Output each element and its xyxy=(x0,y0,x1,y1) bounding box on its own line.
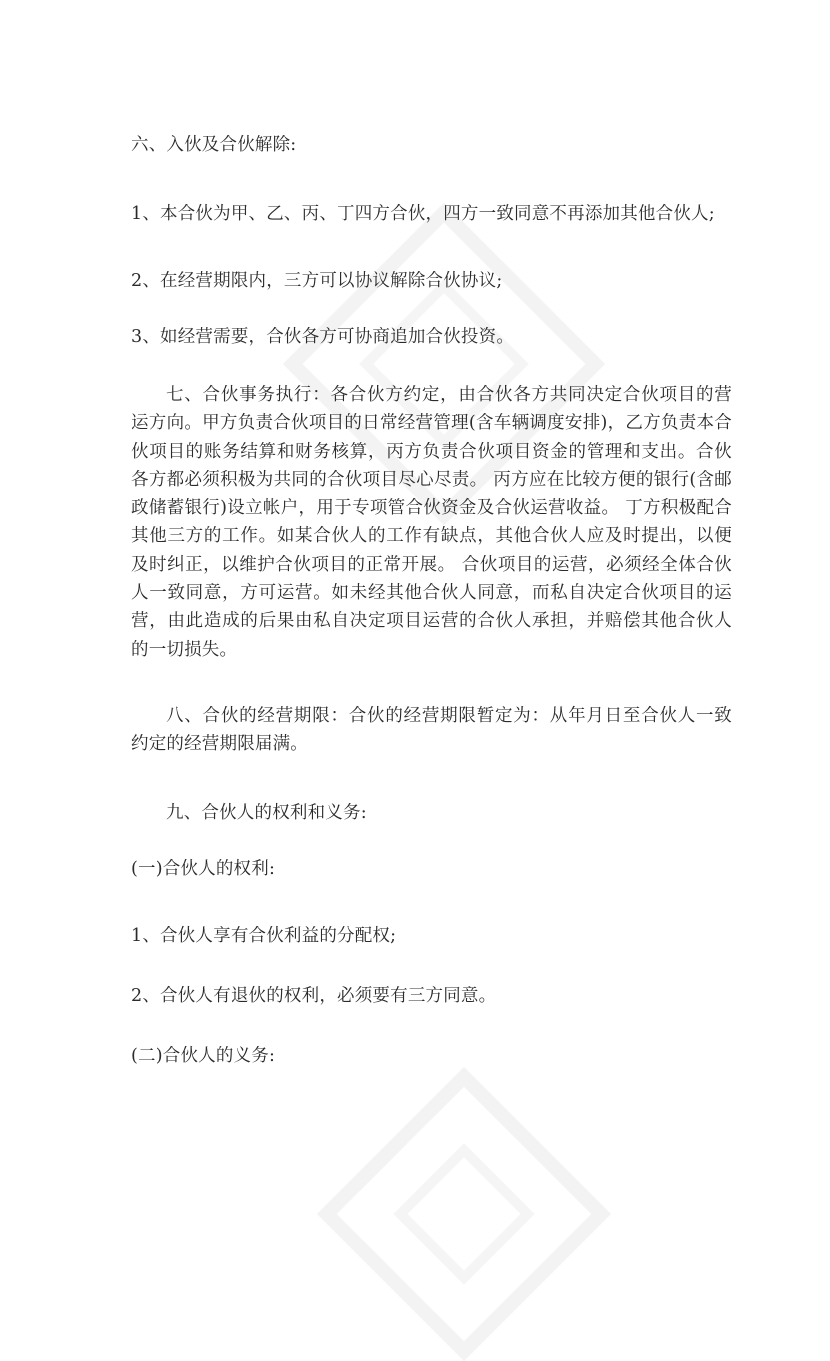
section-6-item-3: 3、如经营需要，合伙各方可协商追加合伙投资。 xyxy=(131,327,515,347)
section-6-item-2: 2、在经营期限内，三方可以协议解除合伙协议; xyxy=(131,271,503,291)
section-6-heading: 六、入伙及合伙解除: xyxy=(131,135,297,155)
section-6-item-1: 1、本合伙为甲、乙、丙、丁四方合伙，四方一致同意不再添加其他合伙人; xyxy=(131,204,715,224)
rights-subheading: (一)合伙人的权利: xyxy=(131,859,276,879)
watermark-diamond-icon xyxy=(317,1067,611,1361)
rights-item-2: 2、合伙人有退伙的权利，必须要有三方同意。 xyxy=(131,986,497,1006)
duties-subheading: (二)合伙人的义务: xyxy=(131,1046,276,1066)
section-7-paragraph: 七、合伙事务执行：各合伙方约定，由合伙各方共同决定合伙项目的营运方向。甲方负责合伙项目的日常经营管理(含车辆调度安排)，乙方负责本合伙项目的账务结算和财务核算，丙方负责合伙项目资金的管理和支出。合伙各方都必须积极为共同的合伙项目尽心尽责。 丙方应在比较方便的银行(含邮政储蓄银行)设立帐户，用于专项管合伙资金及合伙运营收益。 丁方积极配合其他三方的工作。如某合伙人的工作有缺点，其他合伙人应及时提出，以便及时纠正，以维护合伙项目的正常开展。 合伙项目的运营，必须经全体合伙人一致同意，方可运营。如未经其他合伙人同意，而私自决定合伙项目的运营，由此造成的后果由私自决定项目运营的合伙人承担，并赔偿其他合伙人的一切损失。 xyxy=(131,385,732,660)
section-8-paragraph: 八、合伙的经营期限：合伙的经营期限暂定为：从年月日至合伙人一致约定的经营期限届满。 xyxy=(131,706,732,755)
section-9-heading: 九、合伙人的权利和义务: xyxy=(166,803,367,823)
rights-item-1: 1、合伙人享有合伙利益的分配权; xyxy=(131,926,397,946)
